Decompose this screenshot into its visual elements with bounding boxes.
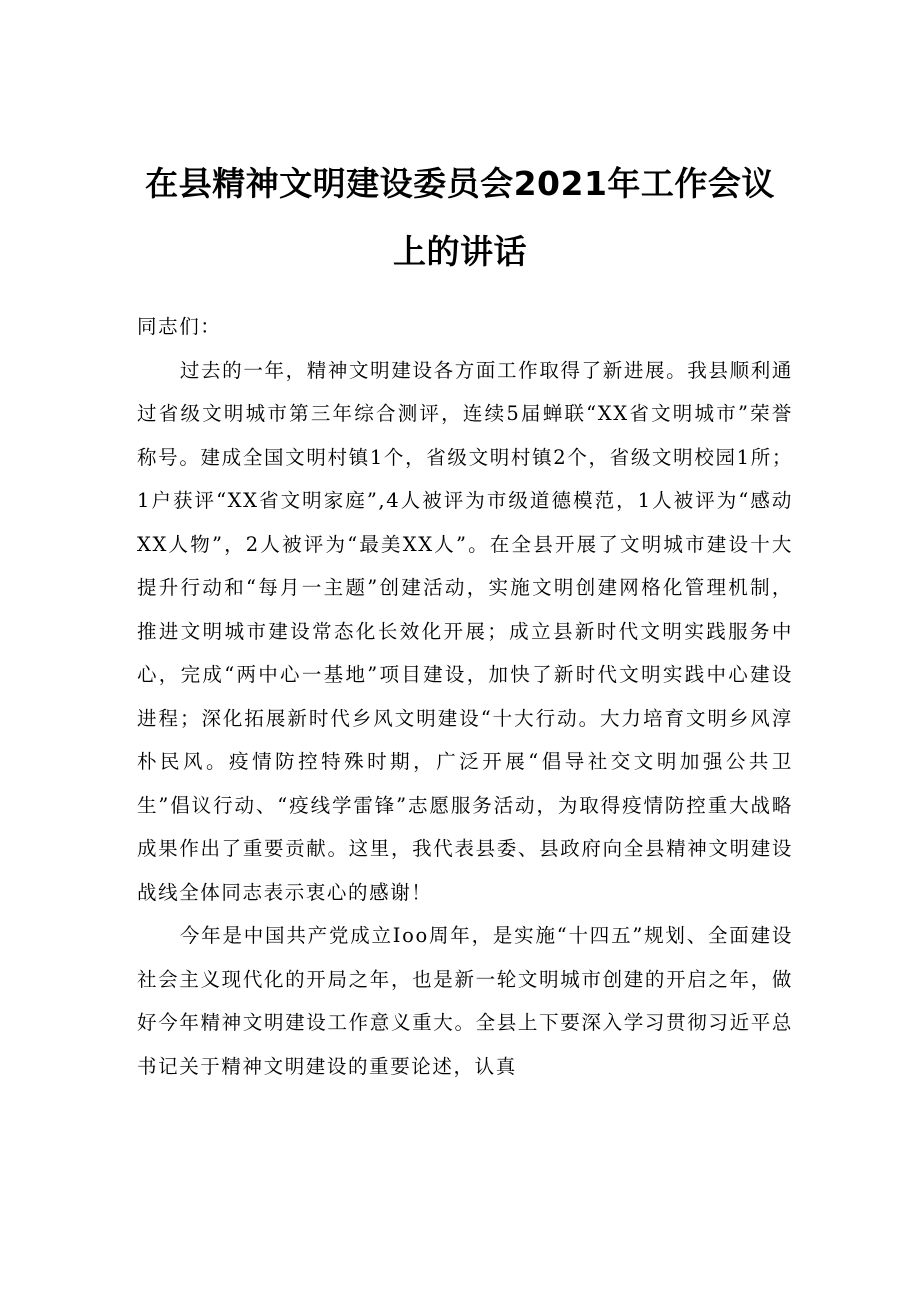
paragraph-1: 过去的一年，精神文明建设各方面工作取得了新进展。我县顺利通过省级文明城市第三年综合测评，连续5届蝉联“XX省文明城市”荣誉称号。建成全国文明村镇1个，省级文明村镇2个，省级文明校园1所；1户获评“XX省文明家庭”,4人被评为市级道德模范，1人被评为“感动XX人物”，2人被评为“最美XX人”。在全县开展了文明城市建设十大提升行动和“每月一主题”创建活动，实施文明创建网格化管理机制，推进文明城市建设常态化长效化开展；成立县新时代文明实践服务中心，完成“两中心一基地”项目建设，加快了新时代文明实践中心建设进程；深化拓展新时代乡风文明建设“十大行动。大力培育文明乡风淳朴民风。疫情防控特殊时期，广泛开展“倡导社交文明加强公共卫生”倡议行动、“疫线学雷锋”志愿服务活动，为取得疫情防控重大战略成果作出了重要贡献。这里，我代表县委、县政府向全县精神文明建设战线全体同志表示衷心的感谢！ <box>137 358 793 904</box>
document-body <box>137 305 793 1088</box>
title-line-1: 在县精神文明建设委员会2021年工作会议 <box>145 164 775 204</box>
paragraph-2: 今年是中国共产党成立Ioo周年，是实施“十四五”规划、全面建设社会主义现代化的开局之年，也是新一轮文明城市创建的开启之年，做好今年精神文明建设工作意义重大。全县上下要深入学习贯彻习近平总书记关于精神文明建设的重要论述，认真 <box>137 924 793 1078</box>
document-title <box>110 150 810 286</box>
salutation: 同志们： <box>137 315 222 338</box>
title-line-2: 上的讲话 <box>393 232 527 272</box>
